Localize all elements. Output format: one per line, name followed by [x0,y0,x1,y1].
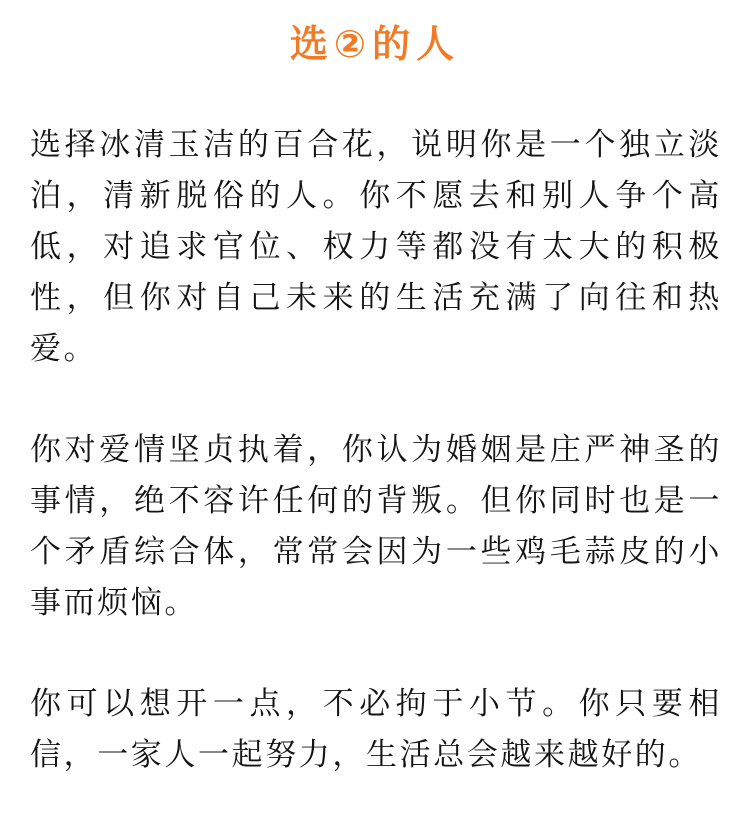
article-body [30,120,722,831]
paragraph-3: 你可以想开一点，不必拘于小节。你只要相信，一家人一起努力，生活总会越来越好的。 [30,686,722,773]
page-title: 选②的人 [289,22,461,66]
paragraph-2: 你对爱情坚贞执着，你认为婚姻是庄严神圣的事情，绝不容许任何的背叛。但你同时也是一个矛盾综合体，常常会因为一些鸡毛蒜皮的小事而烦恼。 [30,432,722,621]
paragraph-1: 选择冰清玉洁的百合花，说明你是一个独立淡泊，清新脱俗的人。你不愿去和别人争个高低，对追求官位、权力等都没有太大的积极性，但你对自己未来的生活充满了向往和热爱。 [30,127,722,367]
